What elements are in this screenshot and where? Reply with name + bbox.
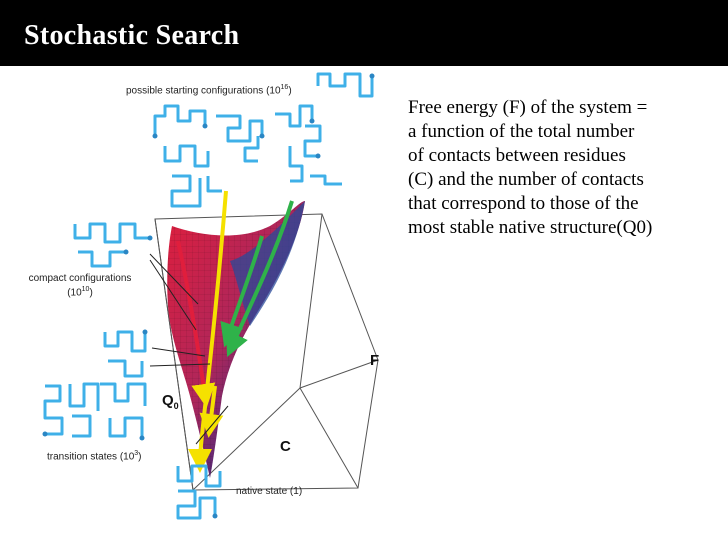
label-native-state: native state (1)	[236, 486, 303, 497]
label-compact-configurations: compact configurations $(10^{10})$	[28, 273, 132, 299]
slide-title: Stochastic Search	[24, 20, 240, 51]
description-line: of contacts between residues	[408, 145, 626, 166]
description-line: (C) and the number of contacts	[408, 169, 644, 190]
description-line: that correspond to those of the	[408, 193, 639, 214]
description-line: a function of the total number	[408, 121, 635, 142]
axis-label-C: C	[280, 438, 291, 455]
title-bar	[0, 0, 728, 66]
label-starting-configurations: possible starting configurations $(10^{16})$	[126, 84, 292, 97]
slide-description	[408, 96, 726, 240]
label-transition-states: transition states $(10^3)$	[47, 450, 142, 463]
description-line: Free energy (F) of the system =	[408, 97, 648, 118]
axis-label-F: F	[370, 352, 380, 369]
description-line: most stable native structure(Q0)	[408, 217, 653, 238]
axis-label-Q0: $Q_0$	[162, 392, 179, 411]
